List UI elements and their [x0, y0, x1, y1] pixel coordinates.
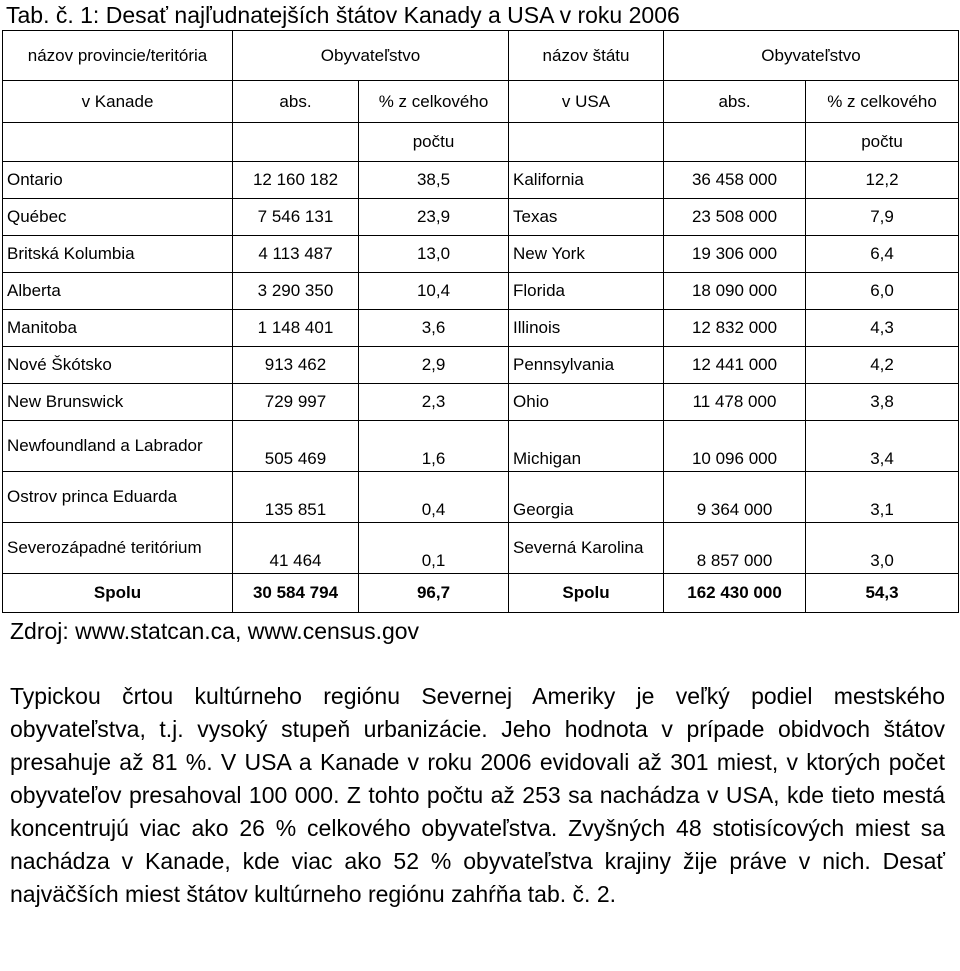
us-abs: 8 857 000 [664, 523, 806, 574]
source-note: Zdroj: www.statcan.ca, www.census.gov [10, 618, 420, 644]
us-name: Florida [509, 273, 664, 310]
ca-abs: 12 160 182 [233, 162, 359, 199]
ca-pct: 3,6 [359, 310, 509, 347]
ca-total-abs: 30 584 794 [233, 574, 359, 613]
us-pct: 12,2 [806, 162, 959, 199]
ca-pct-header: % z celkového [359, 81, 509, 123]
ca-abs: 913 462 [233, 347, 359, 384]
us-abs: 36 458 000 [664, 162, 806, 199]
table-row [3, 523, 959, 574]
us-total-pct: 54,3 [806, 574, 959, 613]
ca-name: Nové Škótsko [3, 347, 233, 384]
ca-pct: 38,5 [359, 162, 509, 199]
table-row [3, 236, 959, 273]
ca-abs: 7 546 131 [233, 199, 359, 236]
us-pct: 7,9 [806, 199, 959, 236]
us-name: Georgia [509, 472, 664, 523]
ca-name: Britská Kolumbia [3, 236, 233, 273]
us-pct-header-unit: počtu [806, 123, 959, 162]
ca-total-label: Spolu [3, 574, 233, 613]
province-col-header: názov provincie/teritória [3, 31, 233, 81]
ca-pct: 2,9 [359, 347, 509, 384]
table-row [3, 273, 959, 310]
ca-pct: 2,3 [359, 384, 509, 421]
us-abs: 18 090 000 [664, 273, 806, 310]
body-paragraph: Typickou črtou kultúrneho regiónu Severnej Ameriky je veľký podiel mestského obyvateľstva, t.j. vysoký stupeň urbanizácie. Jeho hodnota v prípade obidvoch štátov presahuje až 81 %. V USA a Kanade v roku 2006 evidovali až 301 miest, v ktorých počet obyvateľov presahoval 100 000. Z tohto počtu až 253 sa nachádza v USA, kde tieto mestá koncentrujú viac ako 26 % celkového obyvateľstva. Zvyšných 48 stotisícových miest sa nachádza v Kanade, kde viac ako 52 % obyvateľstva krajiny žije práve v nich. Desať najväčších miest štátov kultúrneho regiónu zahŕňa tab. č. 2. [10, 683, 945, 907]
us-name: Kalifornia [509, 162, 664, 199]
ca-pct: 23,9 [359, 199, 509, 236]
us-name: Severná Karolina [509, 523, 664, 574]
us-name: Michigan [509, 421, 664, 472]
us-name: Pennsylvania [509, 347, 664, 384]
us-pct: 4,3 [806, 310, 959, 347]
ca-abs: 505 469 [233, 421, 359, 472]
ca-pct: 13,0 [359, 236, 509, 273]
ca-abs-header: abs. [233, 81, 359, 123]
ca-abs: 41 464 [233, 523, 359, 574]
us-pct: 6,4 [806, 236, 959, 273]
population-table [2, 30, 959, 613]
state-col-subheader: v USA [509, 81, 664, 123]
us-pct: 4,2 [806, 347, 959, 384]
us-pct: 3,0 [806, 523, 959, 574]
us-name: Illinois [509, 310, 664, 347]
us-abs: 12 441 000 [664, 347, 806, 384]
ca-pct-header-unit: počtu [359, 123, 509, 162]
us-abs: 9 364 000 [664, 472, 806, 523]
table-row [3, 347, 959, 384]
table-row [3, 199, 959, 236]
ca-pct: 0,1 [359, 523, 509, 574]
us-abs-header: abs. [664, 81, 806, 123]
table-row [3, 421, 959, 472]
table-row [3, 384, 959, 421]
us-pct: 3,4 [806, 421, 959, 472]
ca-abs: 3 290 350 [233, 273, 359, 310]
ca-name: Severozápadné teritórium [3, 523, 233, 574]
us-name: Texas [509, 199, 664, 236]
table-caption: Tab. č. 1: Desať najľudnatejších štátov Kanady a USA v roku 2006 [6, 2, 680, 28]
ca-abs: 135 851 [233, 472, 359, 523]
us-population-group-header: Obyvateľstvo [664, 31, 959, 81]
ca-name: New Brunswick [3, 384, 233, 421]
us-abs: 23 508 000 [664, 199, 806, 236]
table-row [3, 472, 959, 523]
us-abs: 19 306 000 [664, 236, 806, 273]
province-col-subheader: v Kanade [3, 81, 233, 123]
ca-pct: 0,4 [359, 472, 509, 523]
ca-name: Manitoba [3, 310, 233, 347]
us-name: New York [509, 236, 664, 273]
us-pct: 3,8 [806, 384, 959, 421]
us-abs: 12 832 000 [664, 310, 806, 347]
header-row-1 [3, 31, 959, 81]
table-row [3, 162, 959, 199]
state-col-header: názov štátu [509, 31, 664, 81]
header-row-2 [3, 81, 959, 123]
us-total-abs: 162 430 000 [664, 574, 806, 613]
totals-row [3, 574, 959, 613]
ca-pct: 1,6 [359, 421, 509, 472]
ca-name: Newfoundland a Labrador [3, 421, 233, 472]
us-pct: 3,1 [806, 472, 959, 523]
ca-name: Ostrov princa Eduarda [3, 472, 233, 523]
us-abs: 11 478 000 [664, 384, 806, 421]
ca-pct: 10,4 [359, 273, 509, 310]
ca-name: Ontario [3, 162, 233, 199]
ca-population-group-header: Obyvateľstvo [233, 31, 509, 81]
us-name: Ohio [509, 384, 664, 421]
ca-name: Alberta [3, 273, 233, 310]
header-row-3 [3, 123, 959, 162]
ca-abs: 729 997 [233, 384, 359, 421]
table-row [3, 310, 959, 347]
ca-total-pct: 96,7 [359, 574, 509, 613]
us-abs: 10 096 000 [664, 421, 806, 472]
us-total-label: Spolu [509, 574, 664, 613]
ca-abs: 1 148 401 [233, 310, 359, 347]
ca-abs: 4 113 487 [233, 236, 359, 273]
us-pct-header: % z celkového [806, 81, 959, 123]
us-pct: 6,0 [806, 273, 959, 310]
ca-name: Québec [3, 199, 233, 236]
